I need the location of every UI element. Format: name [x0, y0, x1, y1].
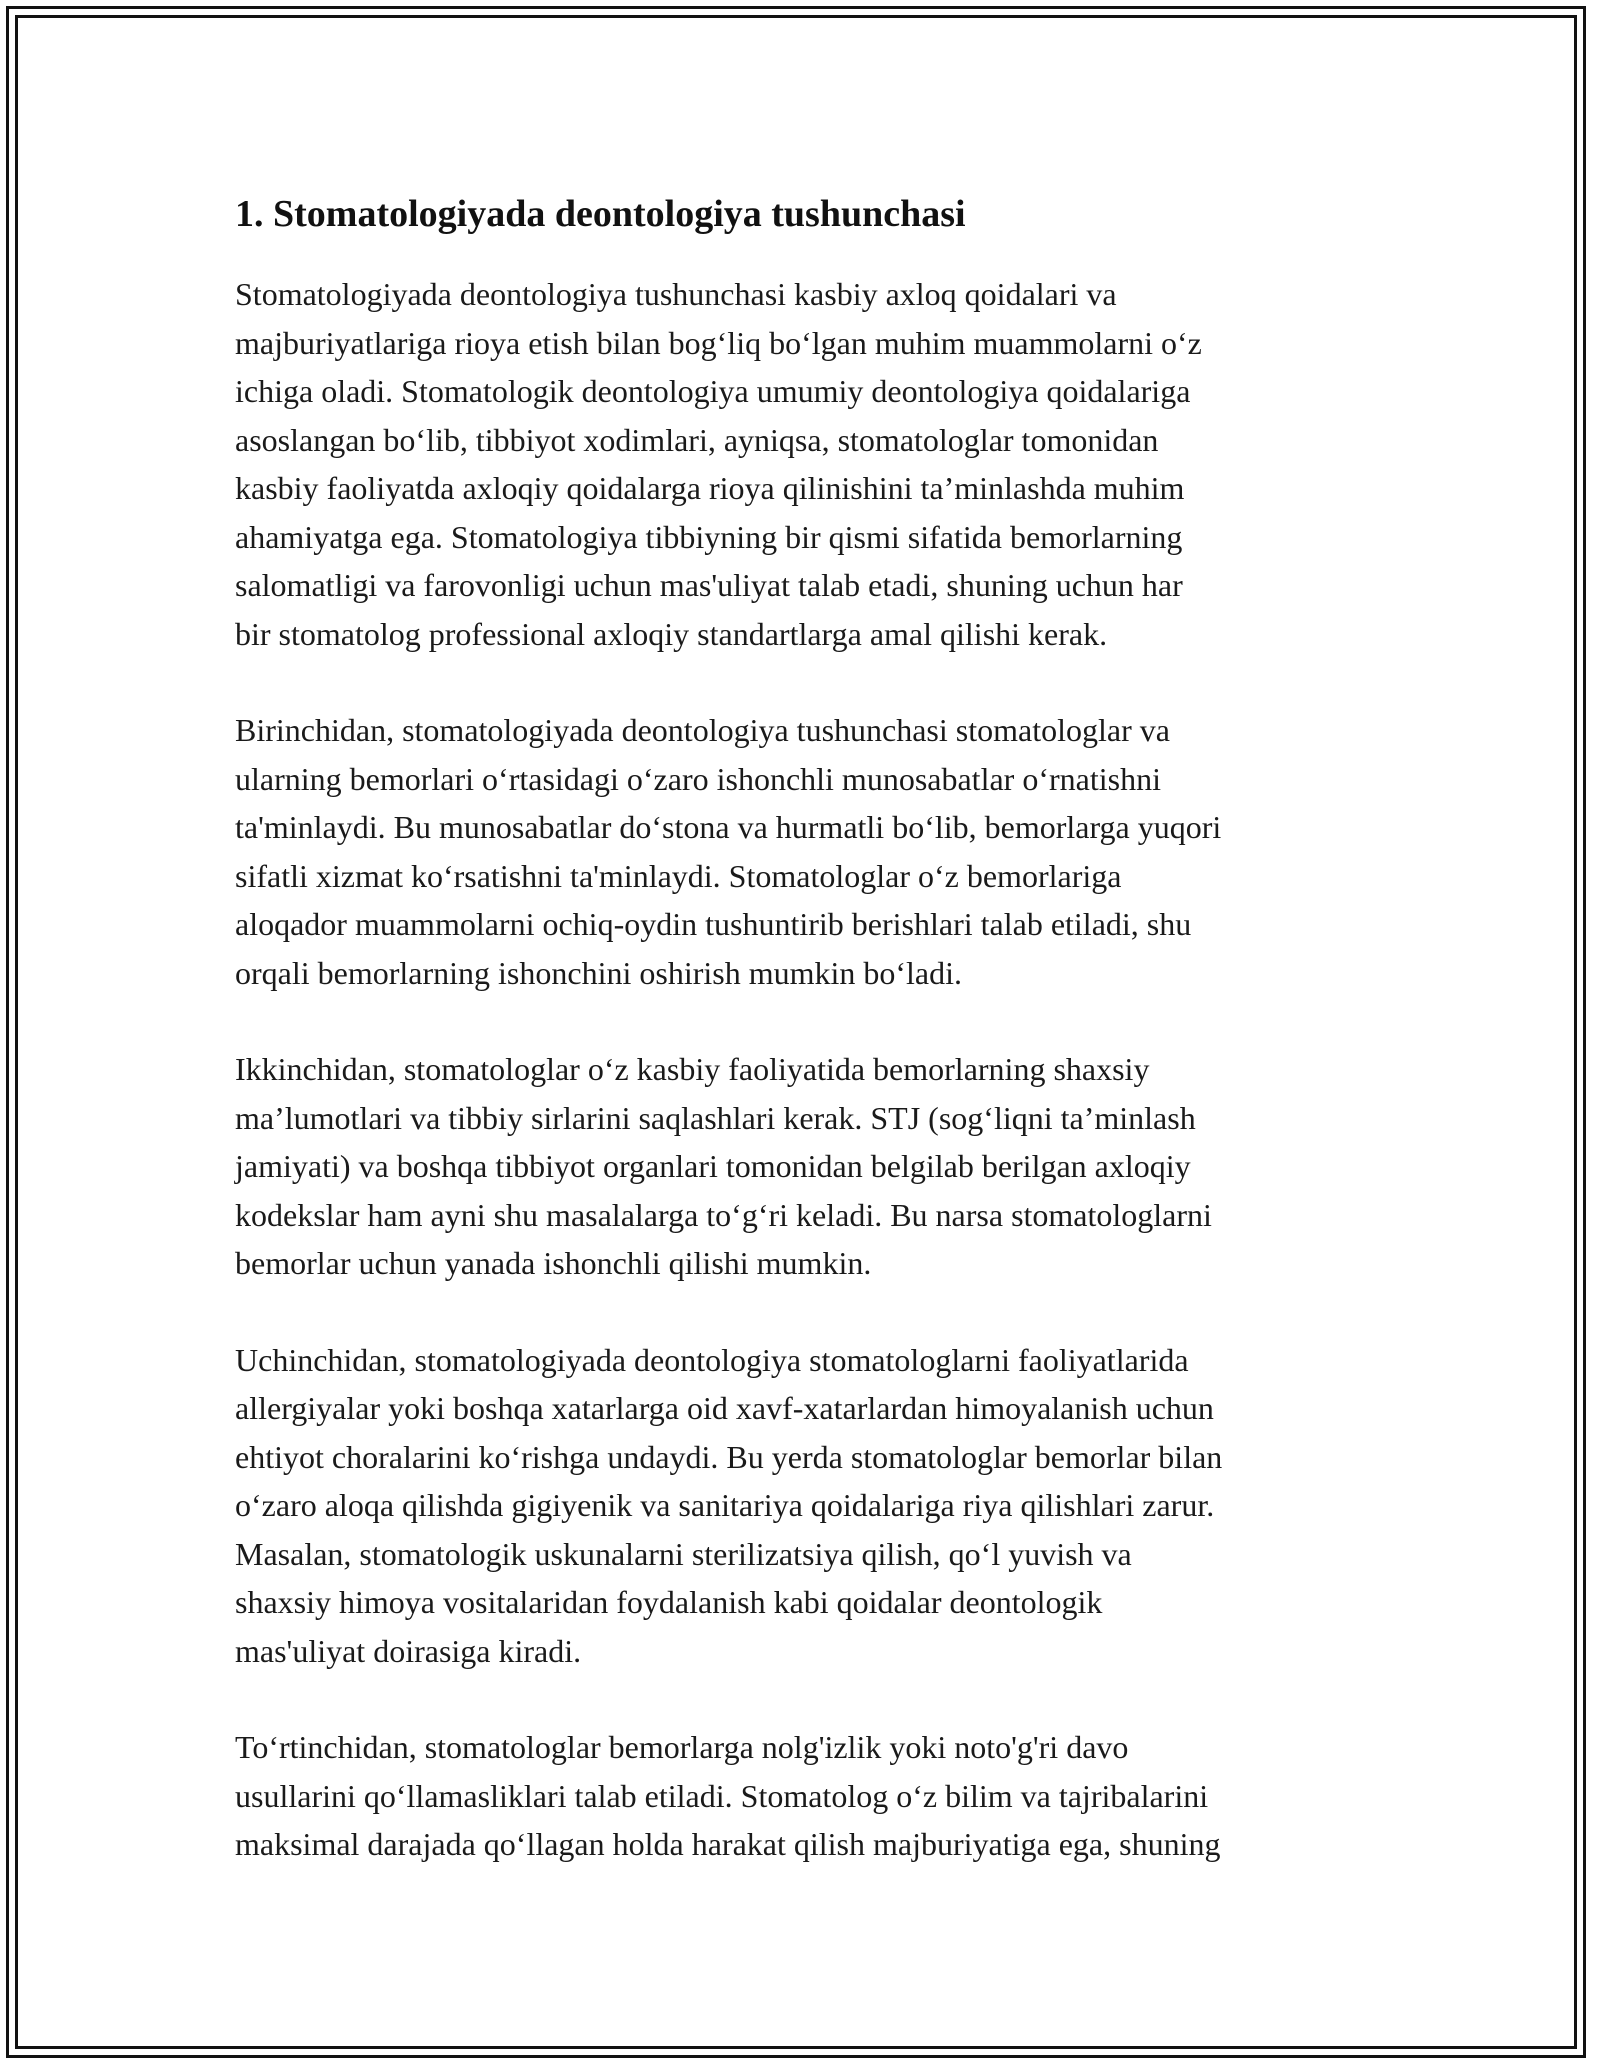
document-body — [235, 186, 1375, 1917]
paragraph-third: Uchinchidan, stomatologiyada deontologiya stomatologlarni faoliyatlarida allergiyalar yoki boshqa xatarlarga oid xavf-xatarlardan himoyalanish uchun ehtiyot choralarini ko‘rishga undaydi. Bu yerda stomatologlar bemorlar bilan o‘zaro aloqa qilishda gigiyenik va sanitariya qoidalariga riya qilishlari zarur. Masalan, stomatologik uskunalarni sterilizatsiya qilish, qo‘l yuvish va shaxsiy himoya vositalaridan foydalanish kabi qoidalar deontologik mas'uliyat doirasiga kiradi. — [235, 1341, 1223, 1669]
paragraph-first: Birinchidan, stomatologiyada deontologiya tushunchasi stomatologlar va ularning bemorlari o‘rtasidagi o‘zaro ishonchli munosabatlar o‘rnatishni ta'minlaydi. Bu munosabatlar do‘stona va hurmatli bo‘lib, bemorlarga yuqori sifatli xizmat ko‘rsatishni ta'minlaydi. Stomatologlar o‘z bemorlariga aloqador muammolarni ochiq-oydin tushuntirib berishlari talab etiladi, shu orqali bemorlarning ishonchini oshirish mumkin bo‘ladi. — [235, 712, 1222, 991]
section-heading: 1. Stomatologiyada deontologiya tushunchasi — [235, 193, 966, 235]
paragraph-intro: Stomatologiyada deontologiya tushunchasi kasbiy axloq qoidalari va majburiyatlariga rioya etish bilan bog‘liq bo‘lgan muhim muammolarni o‘z ichiga oladi. Stomatologik deontologiya umumiy deontologiya qoidalariga asoslangan bo‘lib, tibbiyot xodimlari, ayniqsa, stomatologlar tomonidan kasbiy faoliyatda axloqiy qoidalarga rioya qilinishini ta’minlashda muhim ahamiyatga ega. Stomatologiya tibbiyning bir qismi sifatida bemorlarning salomatligi va farovonligi uchun mas'uliyat talab etadi, shuning uchun har bir stomatolog professional axloqiy standartlarga amal qilishi kerak. — [235, 276, 1202, 652]
paragraph-second: Ikkinchidan, stomatologlar o‘z kasbiy faoliyatida bemorlarning shaxsiy ma’lumotlari va tibbiy sirlarini saqlashlari kerak. STJ (sog‘liqni ta’minlash jamiyati) va boshqa tibbiyot organlari tomonidan belgilab berilgan axloqiy kodekslar ham ayni shu masalalarga to‘g‘ri keladi. Bu narsa stomatologlarni bemorlar uchun yanada ishonchli qilishi mumkin. — [235, 1051, 1212, 1281]
paragraph-fourth: To‘rtinchidan, stomatologlar bemorlarga nolg'izlik yoki noto'g'ri davo usullarini qo‘llamasliklari talab etiladi. Stomatolog o‘z bilim va tajribalarini maksimal darajada qo‘llagan holda harakat qilish majburiyatiga ega, shuning — [235, 1729, 1221, 1862]
